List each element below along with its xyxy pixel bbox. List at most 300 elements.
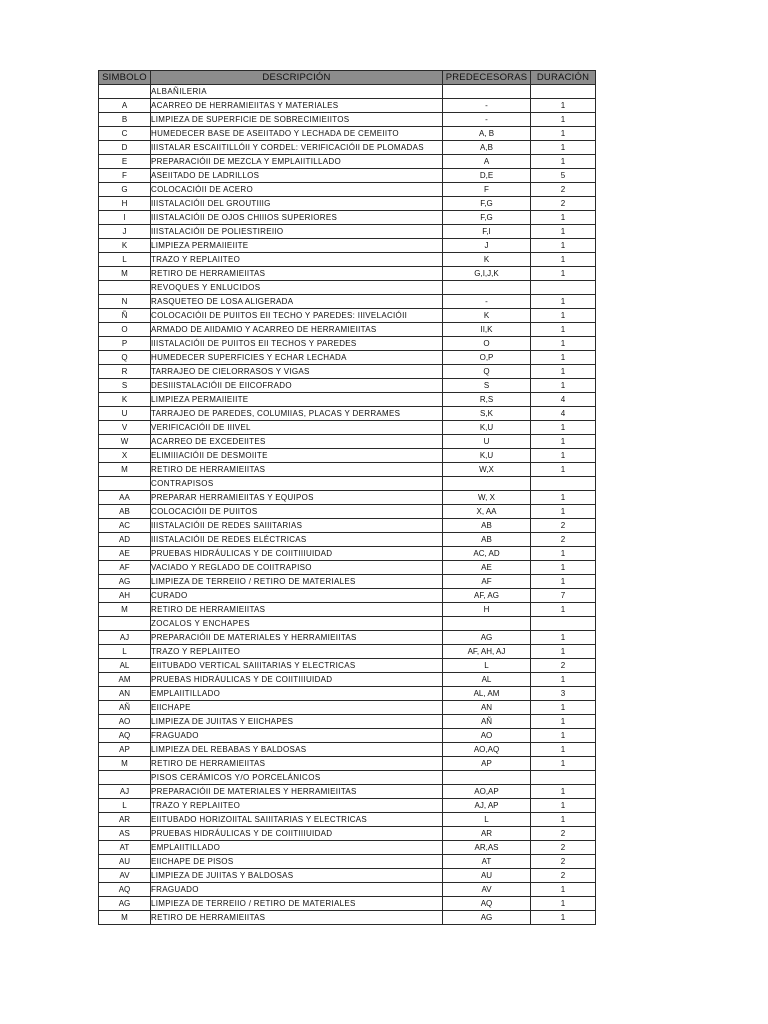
predecessors-cell: F,G xyxy=(443,197,531,211)
symbol-cell: AF xyxy=(99,561,151,575)
duration-cell: 1 xyxy=(531,911,596,925)
table-row xyxy=(99,519,596,533)
predecessors-cell: O xyxy=(443,337,531,351)
predecessors-cell: L xyxy=(443,659,531,673)
predecessors-cell: AF, AH, AJ xyxy=(443,645,531,659)
predecessors-cell: AF xyxy=(443,575,531,589)
table-row xyxy=(99,309,596,323)
description-cell: TARRAJEO DE CIELORRASOS Y VIGAS xyxy=(151,365,443,379)
description-cell: RETIRO DE HERRAMIEIITAS xyxy=(151,267,443,281)
symbol-cell: D xyxy=(99,141,151,155)
duration-cell: 1 xyxy=(531,141,596,155)
description-cell: PRUEBAS HIDRÁULICAS Y DE COIITIIIUIDAD xyxy=(151,827,443,841)
predecessors-cell: AO,AP xyxy=(443,785,531,799)
predecessors-cell: AG xyxy=(443,631,531,645)
symbol-cell: N xyxy=(99,295,151,309)
description-cell: RETIRO DE HERRAMIEIITAS xyxy=(151,463,443,477)
activities-table xyxy=(98,70,596,925)
predecessors-cell: AE xyxy=(443,561,531,575)
duration-cell: 5 xyxy=(531,169,596,183)
table-row xyxy=(99,799,596,813)
description-cell: TRAZO Y REPLAIITEO xyxy=(151,799,443,813)
duration-cell: 1 xyxy=(531,99,596,113)
duration-cell: 1 xyxy=(531,211,596,225)
symbol-cell: V xyxy=(99,421,151,435)
predecessors-cell: H xyxy=(443,603,531,617)
description-cell: ACARREO DE EXCEDEIITES xyxy=(151,435,443,449)
predecessors-cell: AÑ xyxy=(443,715,531,729)
symbol-cell: AE xyxy=(99,547,151,561)
description-cell: FRAGUADO xyxy=(151,883,443,897)
duration-cell: 1 xyxy=(531,561,596,575)
symbol-cell: AR xyxy=(99,813,151,827)
symbol-cell xyxy=(99,85,151,99)
symbol-cell: AH xyxy=(99,589,151,603)
section-row xyxy=(99,281,596,295)
description-cell: TARRAJEO DE PAREDES, COLUMIIAS, PLACAS Y DERRAMES xyxy=(151,407,443,421)
predecessors-cell: AO,AQ xyxy=(443,743,531,757)
symbol-cell: M xyxy=(99,757,151,771)
symbol-cell: K xyxy=(99,239,151,253)
table-row xyxy=(99,743,596,757)
predecessors-cell: AL xyxy=(443,673,531,687)
predecessors-cell: AN xyxy=(443,701,531,715)
duration-cell: 2 xyxy=(531,519,596,533)
table-row xyxy=(99,897,596,911)
duration-cell: 1 xyxy=(531,799,596,813)
duration-cell: 1 xyxy=(531,743,596,757)
duration-cell xyxy=(531,771,596,785)
table-row xyxy=(99,827,596,841)
duration-cell: 1 xyxy=(531,351,596,365)
duration-cell: 1 xyxy=(531,253,596,267)
duration-cell xyxy=(531,281,596,295)
table-row xyxy=(99,253,596,267)
header-row xyxy=(99,71,596,85)
predecessors-cell: AB xyxy=(443,533,531,547)
description-cell: LIMPIEZA DE SUPERFICIE DE SOBRECIMIEIITOS xyxy=(151,113,443,127)
predecessors-cell: A,B xyxy=(443,141,531,155)
symbol-cell: R xyxy=(99,365,151,379)
duration-cell: 2 xyxy=(531,183,596,197)
table-row xyxy=(99,141,596,155)
description-cell: VACIADO Y REGLADO DE COIITRAPISO xyxy=(151,561,443,575)
duration-cell: 4 xyxy=(531,407,596,421)
section-row xyxy=(99,85,596,99)
table-row xyxy=(99,589,596,603)
table-row xyxy=(99,463,596,477)
table-row xyxy=(99,421,596,435)
section-title: PISOS CERÁMICOS Y/O PORCELÁNICOS xyxy=(151,771,443,785)
predecessors-cell: AF, AG xyxy=(443,589,531,603)
table-row xyxy=(99,351,596,365)
predecessors-cell: S xyxy=(443,379,531,393)
predecessors-cell: AR,AS xyxy=(443,841,531,855)
symbol-cell: X xyxy=(99,449,151,463)
description-cell: IIISTALACIÓII DE PUIITOS EII TECHOS Y PAREDES xyxy=(151,337,443,351)
predecessors-cell: K,U xyxy=(443,421,531,435)
table-row xyxy=(99,855,596,869)
symbol-cell: AL xyxy=(99,659,151,673)
predecessors-cell: AL, AM xyxy=(443,687,531,701)
duration-cell: 1 xyxy=(531,757,596,771)
predecessors-cell xyxy=(443,617,531,631)
description-cell: LIMPIEZA DEL REBABAS Y BALDOSAS xyxy=(151,743,443,757)
predecessors-cell: U xyxy=(443,435,531,449)
description-cell: ELIMIIIACIÓII DE DESMOIITE xyxy=(151,449,443,463)
predecessors-cell: AG xyxy=(443,911,531,925)
description-cell: LIMPIEZA PERMAIIEIITE xyxy=(151,393,443,407)
table-row xyxy=(99,337,596,351)
duration-cell xyxy=(531,617,596,631)
duration-cell: 1 xyxy=(531,729,596,743)
duration-cell: 2 xyxy=(531,841,596,855)
duration-cell: 1 xyxy=(531,505,596,519)
duration-cell: 1 xyxy=(531,463,596,477)
description-cell: LIMPIEZA DE JUIITAS Y BALDOSAS xyxy=(151,869,443,883)
symbol-cell: M xyxy=(99,603,151,617)
symbol-cell: G xyxy=(99,183,151,197)
description-cell: HUMEDECER SUPERFICIES Y ECHAR LECHADA xyxy=(151,351,443,365)
table-row xyxy=(99,561,596,575)
predecessors-cell: A xyxy=(443,155,531,169)
symbol-cell: K xyxy=(99,393,151,407)
predecessors-cell: AB xyxy=(443,519,531,533)
symbol-cell: B xyxy=(99,113,151,127)
description-cell: IIISTALACIÓII DE OJOS CHIIIOS SUPERIORES xyxy=(151,211,443,225)
description-cell: IIISTALACIÓII DEL GROUTIIIG xyxy=(151,197,443,211)
description-cell: TRAZO Y REPLAIITEO xyxy=(151,253,443,267)
table-row xyxy=(99,225,596,239)
duration-cell: 1 xyxy=(531,645,596,659)
table-row xyxy=(99,729,596,743)
description-cell: RETIRO DE HERRAMIEIITAS xyxy=(151,757,443,771)
section-row xyxy=(99,617,596,631)
symbol-cell: I xyxy=(99,211,151,225)
predecessors-cell: D,E xyxy=(443,169,531,183)
section-title: REVOQUES Y ENLUCIDOS xyxy=(151,281,443,295)
description-cell: DESIIISTALACIÓII DE EIICOFRADO xyxy=(151,379,443,393)
symbol-cell: M xyxy=(99,267,151,281)
symbol-cell xyxy=(99,617,151,631)
description-cell: PREPARACIÓII DE MATERIALES Y HERRAMIEIITAS xyxy=(151,631,443,645)
duration-cell xyxy=(531,85,596,99)
duration-cell: 1 xyxy=(531,309,596,323)
duration-cell: 1 xyxy=(531,491,596,505)
duration-cell: 1 xyxy=(531,379,596,393)
symbol-cell: L xyxy=(99,253,151,267)
predecessors-cell: J xyxy=(443,239,531,253)
duration-cell: 1 xyxy=(531,155,596,169)
duration-cell: 1 xyxy=(531,449,596,463)
predecessors-cell: K xyxy=(443,309,531,323)
table-row xyxy=(99,155,596,169)
description-cell: IIISTALACIÓII DE REDES SAIIITARIAS xyxy=(151,519,443,533)
duration-cell: 1 xyxy=(531,673,596,687)
duration-cell: 1 xyxy=(531,113,596,127)
duration-cell: 2 xyxy=(531,533,596,547)
description-cell: EIICHAPE DE PISOS xyxy=(151,855,443,869)
table-row xyxy=(99,869,596,883)
table-row xyxy=(99,407,596,421)
predecessors-cell: AP xyxy=(443,757,531,771)
predecessors-cell: AT xyxy=(443,855,531,869)
description-cell: PRUEBAS HIDRÁULICAS Y DE COIITIIIUIDAD xyxy=(151,547,443,561)
table-row xyxy=(99,379,596,393)
predecessors-cell: R,S xyxy=(443,393,531,407)
description-cell: RETIRO DE HERRAMIEIITAS xyxy=(151,603,443,617)
section-title: ALBAÑILERIA xyxy=(151,85,443,99)
duration-cell: 1 xyxy=(531,239,596,253)
predecessors-cell: Q xyxy=(443,365,531,379)
duration-cell: 1 xyxy=(531,603,596,617)
description-cell: IIISTALACIÓII DE POLIESTIREIIO xyxy=(151,225,443,239)
table-row xyxy=(99,239,596,253)
symbol-cell: AT xyxy=(99,841,151,855)
symbol-cell: W xyxy=(99,435,151,449)
predecessors-cell: L xyxy=(443,813,531,827)
table-row xyxy=(99,813,596,827)
description-cell: COLOCACIÓII DE ACERO xyxy=(151,183,443,197)
symbol-cell: AB xyxy=(99,505,151,519)
duration-cell: 1 xyxy=(531,267,596,281)
symbol-cell: L xyxy=(99,799,151,813)
symbol-cell: O xyxy=(99,323,151,337)
duration-cell: 2 xyxy=(531,855,596,869)
predecessors-cell xyxy=(443,477,531,491)
symbol-cell: AU xyxy=(99,855,151,869)
table-row xyxy=(99,547,596,561)
description-cell: CURADO xyxy=(151,589,443,603)
description-cell: PREPARACIÓII DE MATERIALES Y HERRAMIEIITAS xyxy=(151,785,443,799)
description-cell: FRAGUADO xyxy=(151,729,443,743)
symbol-cell: AV xyxy=(99,869,151,883)
duration-cell: 1 xyxy=(531,337,596,351)
symbol-cell: J xyxy=(99,225,151,239)
description-cell: ACARREO DE HERRAMIEIITAS Y MATERIALES xyxy=(151,99,443,113)
duration-cell: 1 xyxy=(531,785,596,799)
table-row xyxy=(99,645,596,659)
symbol-cell: AC xyxy=(99,519,151,533)
header-duration: DURACIÓN xyxy=(531,71,596,85)
symbol-cell: P xyxy=(99,337,151,351)
table-row xyxy=(99,267,596,281)
predecessors-cell: AQ xyxy=(443,897,531,911)
symbol-cell: AG xyxy=(99,897,151,911)
section-row xyxy=(99,771,596,785)
description-cell: ARMADO DE AIIDAMIO Y ACARREO DE HERRAMIEIITAS xyxy=(151,323,443,337)
description-cell: VERIFICACIÓII DE IIIVEL xyxy=(151,421,443,435)
predecessors-cell: II,K xyxy=(443,323,531,337)
table-row xyxy=(99,127,596,141)
description-cell: COLOCACIÓII DE PUIITOS EII TECHO Y PAREDES: IIIVELACIÓII xyxy=(151,309,443,323)
table-row xyxy=(99,449,596,463)
duration-cell: 1 xyxy=(531,421,596,435)
table-row xyxy=(99,99,596,113)
description-cell: RASQUETEO DE LOSA ALIGERADA xyxy=(151,295,443,309)
table-row xyxy=(99,197,596,211)
symbol-cell: U xyxy=(99,407,151,421)
description-cell: LIMPIEZA PERMAIIEIITE xyxy=(151,239,443,253)
duration-cell: 4 xyxy=(531,393,596,407)
predecessors-cell: F xyxy=(443,183,531,197)
duration-cell: 1 xyxy=(531,547,596,561)
description-cell: EIITUBADO VERTICAL SAIIITARIAS Y ELECTRICAS xyxy=(151,659,443,673)
symbol-cell: AP xyxy=(99,743,151,757)
symbol-cell: F xyxy=(99,169,151,183)
description-cell: IIISTALACIÓII DE REDES ELÉCTRICAS xyxy=(151,533,443,547)
symbol-cell: S xyxy=(99,379,151,393)
symbol-cell: AN xyxy=(99,687,151,701)
description-cell: EIICHAPE xyxy=(151,701,443,715)
predecessors-cell: AJ, AP xyxy=(443,799,531,813)
table-row xyxy=(99,575,596,589)
symbol-cell: AD xyxy=(99,533,151,547)
description-cell: LIMPIEZA DE TERREIIO / RETIRO DE MATERIALES xyxy=(151,897,443,911)
predecessors-cell: G,I,J,K xyxy=(443,267,531,281)
predecessors-cell xyxy=(443,85,531,99)
symbol-cell: A xyxy=(99,99,151,113)
duration-cell: 3 xyxy=(531,687,596,701)
table-row xyxy=(99,603,596,617)
table-row xyxy=(99,631,596,645)
description-cell: EMPLAIITILLADO xyxy=(151,841,443,855)
description-cell: PREPARACIÓII DE MEZCLA Y EMPLAIITILLADO xyxy=(151,155,443,169)
symbol-cell: M xyxy=(99,463,151,477)
duration-cell: 1 xyxy=(531,435,596,449)
symbol-cell: E xyxy=(99,155,151,169)
table-row xyxy=(99,505,596,519)
symbol-cell: AQ xyxy=(99,883,151,897)
duration-cell: 7 xyxy=(531,589,596,603)
predecessors-cell: AV xyxy=(443,883,531,897)
description-cell: EIITUBADO HORIZOIITAL SAIIITARIAS Y ELECTRICAS xyxy=(151,813,443,827)
symbol-cell: AJ xyxy=(99,785,151,799)
symbol-cell: Q xyxy=(99,351,151,365)
table-row xyxy=(99,687,596,701)
table-row xyxy=(99,883,596,897)
table-row xyxy=(99,183,596,197)
predecessors-cell: O,P xyxy=(443,351,531,365)
section-title: CONTRAPISOS xyxy=(151,477,443,491)
duration-cell: 1 xyxy=(531,575,596,589)
table-row xyxy=(99,911,596,925)
description-cell: PREPARAR HERRAMIEIITAS Y EQUIPOS xyxy=(151,491,443,505)
description-cell: COLOCACIÓII DE PUIITOS xyxy=(151,505,443,519)
table-row xyxy=(99,393,596,407)
duration-cell xyxy=(531,477,596,491)
symbol-cell xyxy=(99,771,151,785)
symbol-cell: L xyxy=(99,645,151,659)
predecessors-cell: W,X xyxy=(443,463,531,477)
predecessors-cell xyxy=(443,281,531,295)
table-body xyxy=(99,85,596,925)
symbol-cell: Ñ xyxy=(99,309,151,323)
description-cell: TRAZO Y REPLAIITEO xyxy=(151,645,443,659)
description-cell: HUMEDECER BASE DE ASEIITADO Y LECHADA DE CEMEIITO xyxy=(151,127,443,141)
duration-cell: 2 xyxy=(531,197,596,211)
header-description: DESCRIPCIÓN xyxy=(151,71,443,85)
duration-cell: 1 xyxy=(531,365,596,379)
predecessors-cell: AC, AD xyxy=(443,547,531,561)
header-predecessors: PREDECESORAS xyxy=(443,71,531,85)
description-cell: LIMPIEZA DE JUIITAS Y EIICHAPES xyxy=(151,715,443,729)
symbol-cell: AM xyxy=(99,673,151,687)
duration-cell: 1 xyxy=(531,225,596,239)
duration-cell: 1 xyxy=(531,701,596,715)
table-row xyxy=(99,435,596,449)
predecessors-cell: AR xyxy=(443,827,531,841)
table-row xyxy=(99,659,596,673)
duration-cell: 1 xyxy=(531,631,596,645)
description-cell: ASEIITADO DE LADRILLOS xyxy=(151,169,443,183)
predecessors-cell: - xyxy=(443,99,531,113)
duration-cell: 2 xyxy=(531,827,596,841)
symbol-cell xyxy=(99,281,151,295)
description-cell: LIMPIEZA DE TERREIIO / RETIRO DE MATERIALES xyxy=(151,575,443,589)
table-row xyxy=(99,673,596,687)
section-title: ZOCALOS Y ENCHAPES xyxy=(151,617,443,631)
table-row xyxy=(99,169,596,183)
duration-cell: 1 xyxy=(531,295,596,309)
predecessors-cell: A, B xyxy=(443,127,531,141)
section-row xyxy=(99,477,596,491)
symbol-cell: C xyxy=(99,127,151,141)
table-row xyxy=(99,113,596,127)
predecessors-cell: AO xyxy=(443,729,531,743)
table-row xyxy=(99,323,596,337)
table-row xyxy=(99,491,596,505)
symbol-cell: AA xyxy=(99,491,151,505)
predecessors-cell: - xyxy=(443,113,531,127)
table-row xyxy=(99,715,596,729)
predecessors-cell: AU xyxy=(443,869,531,883)
table-row xyxy=(99,785,596,799)
duration-cell: 1 xyxy=(531,323,596,337)
duration-cell: 1 xyxy=(531,127,596,141)
duration-cell: 2 xyxy=(531,869,596,883)
symbol-cell: AÑ xyxy=(99,701,151,715)
table-row xyxy=(99,295,596,309)
symbol-cell xyxy=(99,477,151,491)
symbol-cell: AQ xyxy=(99,729,151,743)
predecessors-cell: K,U xyxy=(443,449,531,463)
symbol-cell: M xyxy=(99,911,151,925)
description-cell: IIISTALAR ESCAIITILLÓII Y CORDEL: VERIFICACIÓII DE PLOMADAS xyxy=(151,141,443,155)
predecessors-cell: F,I xyxy=(443,225,531,239)
duration-cell: 1 xyxy=(531,813,596,827)
table-row xyxy=(99,701,596,715)
symbol-cell: H xyxy=(99,197,151,211)
description-cell: RETIRO DE HERRAMIEIITAS xyxy=(151,911,443,925)
description-cell: PRUEBAS HIDRÁULICAS Y DE COIITIIIUIDAD xyxy=(151,673,443,687)
symbol-cell: AO xyxy=(99,715,151,729)
description-cell: EMPLAIITILLADO xyxy=(151,687,443,701)
table-row xyxy=(99,757,596,771)
table-row xyxy=(99,533,596,547)
duration-cell: 1 xyxy=(531,883,596,897)
symbol-cell: AJ xyxy=(99,631,151,645)
header-symbol: SIMBOLO xyxy=(99,71,151,85)
predecessors-cell: F,G xyxy=(443,211,531,225)
predecessors-cell: - xyxy=(443,295,531,309)
predecessors-cell: X, AA xyxy=(443,505,531,519)
predecessors-cell: W, X xyxy=(443,491,531,505)
predecessors-cell xyxy=(443,771,531,785)
table-row xyxy=(99,841,596,855)
table-row xyxy=(99,211,596,225)
duration-cell: 1 xyxy=(531,715,596,729)
